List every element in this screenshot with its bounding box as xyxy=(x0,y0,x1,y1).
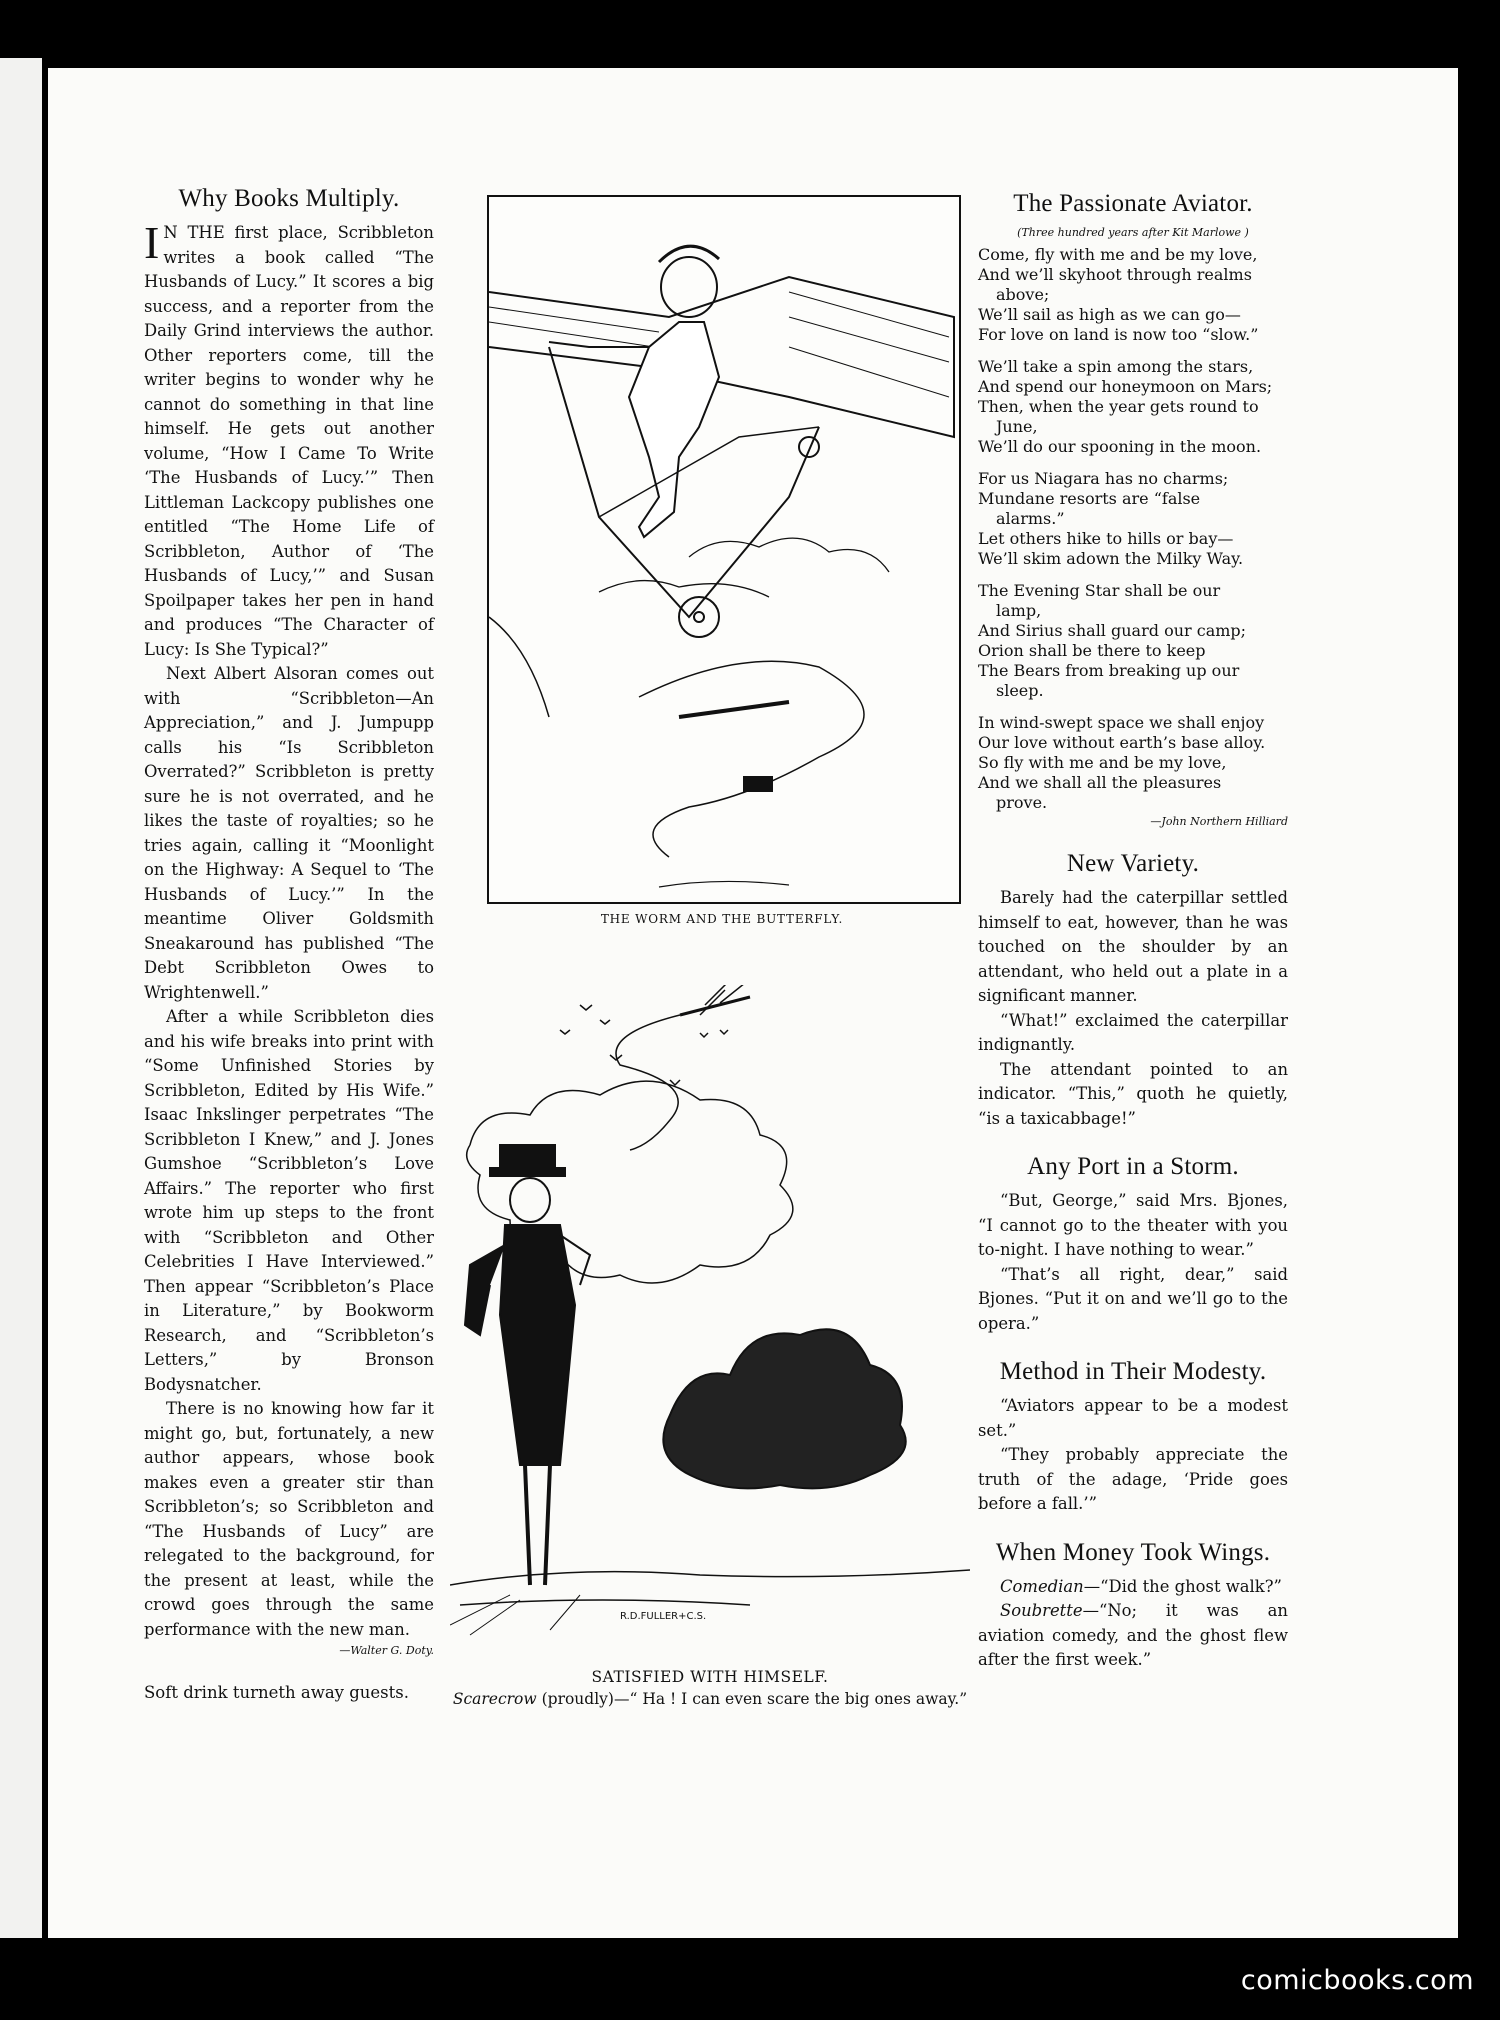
paragraph-3: After a while Scribbleton dies and his wife breaks into print with “Some Unfinished Stories by Scribbleton, Edited by His Wife.” Isaac Inkslinger perpetrates “The Scribbleton I Knew,” and J. Jones Gumshoe “Scribbleton’s Love Affairs.” The reporter who first wrote him up steps to the front with “Scribbleton and Other Celebrities I Have Interviewed.” Then appear “Scribbleton’s Place in Literature,” by Bookworm Research, and “Scribbleton’s Letters,” by Bronson Bodysnatcher. xyxy=(144,1007,434,1394)
section-title: New Variety. xyxy=(1066,850,1200,877)
stanza-3: For us Niagara has no charms; Mundane resorts are “false alarms.” Let others hike to hills or bay— We’ll skim adown the Milky Way. xyxy=(978,469,1244,568)
aviatrix-drawing xyxy=(489,197,959,902)
facing-page-edge xyxy=(0,58,42,1938)
poem-title: The Passionate Aviator. xyxy=(1013,190,1253,217)
article-any-port: Any Port in a Storm. “But, George,” said Mrs. Bjones, “I cannot go to the theater with you to-night. I have nothing to wear.” “That’s all right, dear,” said Bjones. “Put it on and we’ll go to the opera.” xyxy=(978,1153,1288,1333)
article-new-variety: New Variety. Barely had the caterpillar settled himself to eat, however, than he was touched on the shoulder by an attendant, who held out a plate in a significant manner. “What!” exclaimed the caterpillar indignantly. The attendant pointed to an indicator. “This,” quoth he quietly, “is a taxicabbage!” xyxy=(978,850,1288,1128)
drop-cap: I xyxy=(144,217,160,268)
paragraph-1: I N THE first place, Scribbleton writes a book called “The Husbands of Lucy.” It scores a big success, and a reporter from the Daily Grind interviews the author. Other reporters come, till the writer begins to wonder why he cannot do something in that line himself. He gets out another volume, “How I Came To Write ‘The Husbands of Lucy.’” Then Littleman Lackcopy publishes one entitled “The Home Life of Scribbleton, Author of ‘The Husbands of Lucy,’” and Susan Spoilpaper takes her pen in hand and produces “The Character of Lucy: Is She Typical?” xyxy=(144,217,434,659)
caption-satisfied-line xyxy=(440,1690,980,1708)
right-column xyxy=(978,190,1288,1695)
poem-byline: —John Northern Hilliard xyxy=(1150,815,1288,828)
article-byline: —Walter G. Doty. xyxy=(339,1644,434,1657)
illustration-scarecrow xyxy=(450,985,970,1660)
poem-subtitle: (Three hundred years after Kit Marlowe ) xyxy=(1017,226,1249,239)
caption-worm-butterfly: THE WORM AND THE BUTTERFLY. xyxy=(600,912,844,926)
article-method-modesty: Method in Their Modesty. “Aviators appear to be a modest set.” “They probably appreciate the truth of the adage, ‘Pride goes before a fall.’” xyxy=(978,1358,1288,1513)
stanza-2: We’ll take a spin among the stars, And spend our honeymoon on Mars; Then, when the year gets round to June, We’ll do our spooning in the moon. xyxy=(978,357,1273,456)
poem-passionate-aviator xyxy=(978,190,1288,828)
artist-signature: R.D.FULLER+C.S. xyxy=(620,1611,707,1622)
caption-satisfied-title: SATISFIED WITH HIMSELF. xyxy=(591,1668,829,1686)
caption-speaker: Scarecrow xyxy=(452,1690,537,1708)
article-money-wings: When Money Took Wings. Comedian—“Did the ghost walk?” Soubrette—“No; it was an aviation comedy, and the ghost flew after the first week.” xyxy=(978,1538,1288,1669)
scarecrow-drawing xyxy=(450,985,970,1660)
watermark: comicbooks.com xyxy=(1240,1965,1474,1996)
stanza-1: Come, fly with me and be my love, And we’ll skyhoot through realms above; We’ll sail as high as we can go— For love on land is now too “slow.” xyxy=(978,245,1259,344)
section-title: Any Port in a Storm. xyxy=(1027,1153,1239,1180)
article-why-books-multiply xyxy=(144,185,434,1657)
stanza-5: In wind-swept space we shall enjoy Our love without earth’s base alloy. So fly with me and be my love, And we shall all the pleasures prove. —John Northern Hilliard xyxy=(978,713,1288,828)
paragraph-4: There is no knowing how far it might go, but, fortunately, a new author appears, whose book makes even a greater stir than Scribbleton’s; so Scribbleton and “The Husbands of Lucy” are relegated to the background, for the present at least, while the crowd goes through the same performance with the new man. xyxy=(144,1399,434,1639)
caption-quote: (proudly)—“ Ha ! I can even scare the big ones away.” xyxy=(541,1690,968,1708)
section-title: When Money Took Wings. xyxy=(995,1538,1271,1566)
paragraph-2: Next Albert Alsoran comes out with “Scribbleton—An Appreciation,” and J. Jumpupp calls his “Is Scribbleton Overrated?” Scribbleton is pretty sure he is not overrated, and he likes the taste of royalties; so he tries again, calling it “Moonlight on the Highway: A Sequel to ‘The Husbands of Lucy.’” In the meantime Oliver Goldsmith Sneakaround has published “The Debt Scribbleton Owes to Wrightenwell.” xyxy=(144,664,434,1002)
article-title: Why Books Multiply. xyxy=(178,185,400,212)
section-title: Method in Their Modesty. xyxy=(999,1358,1267,1385)
footer-quip: Soft drink turneth away guests. xyxy=(144,1683,409,1702)
stanza-4: The Evening Star shall be our lamp, And Sirius shall guard our camp; Orion shall be there to keep The Bears from breaking up our sleep. xyxy=(978,581,1247,700)
illustration-worm-butterfly xyxy=(487,195,961,904)
